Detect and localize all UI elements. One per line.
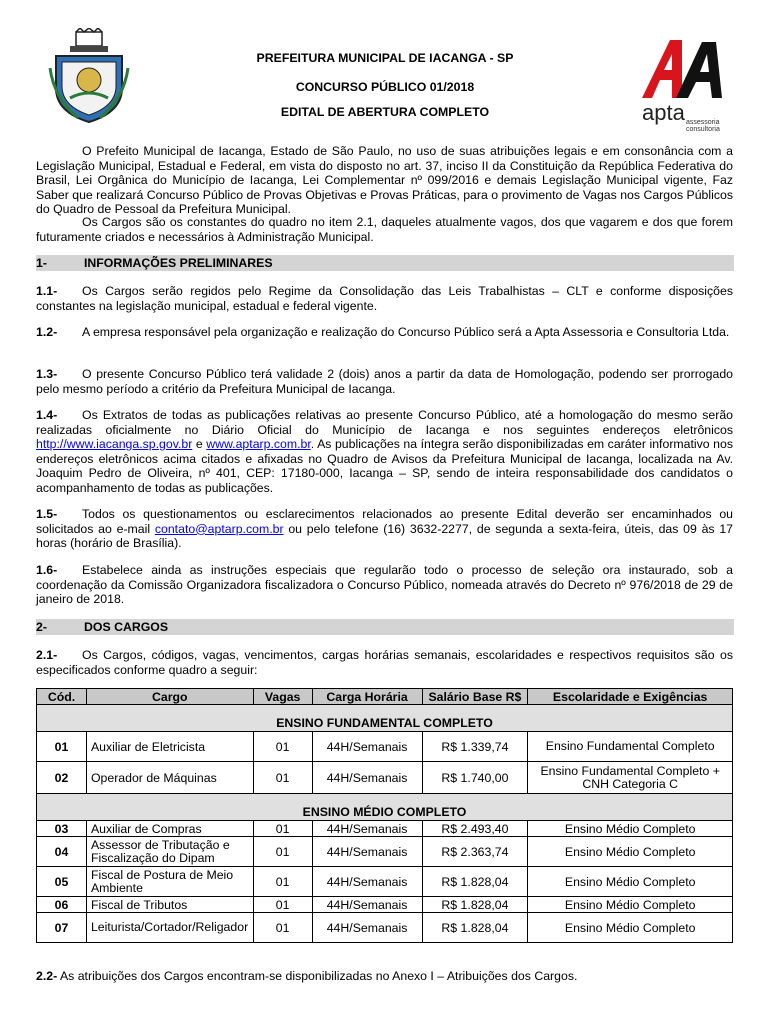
cell-escolaridade: Ensino Médio Completo bbox=[528, 821, 733, 837]
table-row bbox=[37, 821, 733, 837]
header-prefeitura: PREFEITURA MUNICIPAL DE IACANGA - SP bbox=[256, 51, 514, 65]
section-1-title: INFORMAÇÕES PRELIMINARES bbox=[84, 256, 273, 270]
header-vagas: Vagas bbox=[253, 689, 312, 705]
item-1-4 bbox=[36, 408, 733, 496]
cell-salario: R$ 1.828,04 bbox=[422, 897, 528, 913]
cell-escolaridade: Ensino Médio Completo bbox=[528, 867, 733, 897]
cell-vagas: 01 bbox=[253, 867, 312, 897]
item-text: Os Extratos de todas as publicações relativas ao presente Concurso Público, até a homologação do mesmo serão realizadas oficialmente no Diário Oficial do Município de Iacanga e nos seguintes endereços eletrônicos bbox=[36, 408, 733, 437]
cell-escolaridade: Ensino Médio Completo bbox=[528, 913, 733, 943]
table-row bbox=[37, 837, 733, 867]
cell-escolaridade: Ensino Fundamental Completo + CNH Categoria C bbox=[528, 762, 733, 794]
cell-salario: R$ 2.493,40 bbox=[422, 821, 528, 837]
table-row bbox=[37, 762, 733, 794]
header-edital: EDITAL DE ABERTURA COMPLETO bbox=[280, 105, 490, 119]
item-number: 1.2- bbox=[36, 325, 58, 339]
cell-cod: 06 bbox=[37, 897, 87, 913]
item-2-1 bbox=[36, 648, 733, 677]
intro-paragraph-2: Os Cargos são os constantes do quadro no item 2.1, daqueles atualmente vagos, dos que vagarem e dos que forem futuramente criados e necessários à Administração Municipal. bbox=[36, 215, 733, 244]
apta-logo-word: apta bbox=[642, 100, 685, 125]
header-cargo: Cargo bbox=[86, 689, 253, 705]
section-1-number: 1- bbox=[36, 256, 47, 270]
cell-cod: 04 bbox=[37, 837, 87, 867]
cell-cod: 01 bbox=[37, 732, 87, 762]
item-number: 1.4- bbox=[36, 408, 58, 422]
header-cod: Cód. bbox=[37, 689, 87, 705]
table-row bbox=[37, 732, 733, 762]
table-row bbox=[37, 913, 733, 943]
item-text: As atribuições dos Cargos encontram-se disponibilizadas no Anexo I – Atribuições dos Cargos. bbox=[59, 969, 578, 983]
cell-carga: 44H/Semanais bbox=[312, 897, 422, 913]
cell-vagas: 01 bbox=[253, 897, 312, 913]
section-2-title: DOS CARGOS bbox=[84, 620, 169, 634]
cell-carga: 44H/Semanais bbox=[312, 762, 422, 794]
cell-cod: 07 bbox=[37, 913, 87, 943]
table-header-row bbox=[37, 689, 733, 705]
cell-cargo: Fiscal de Tributos bbox=[86, 897, 253, 913]
group-label: ENSINO FUNDAMENTAL COMPLETO bbox=[37, 705, 733, 732]
item-text: A empresa responsável pela organização e realização do Concurso Público será a Apta Assessoria e Consultoria Ltda. bbox=[82, 325, 730, 339]
item-1-1 bbox=[36, 284, 733, 313]
item-2-2 bbox=[36, 969, 733, 984]
item-text-continued: . As publicações na íntegra serão disponibilizadas em caráter informativo nos endereços eletrônicos acima citados e afixadas no Quadro de Avisos da Prefeitura Municipal de Iacanga, localizada na Av. Joaquim Pedro de Oliveira, nº 401, CEP: 17180-000, Iacanga – SP, sendo de inteira responsabilidade dos candidatos o acompanhamento de todas as publicações. bbox=[36, 437, 733, 495]
cell-salario: R$ 2.363,74 bbox=[422, 837, 528, 867]
header-concurso: CONCURSO PÚBLICO 01/2018 bbox=[295, 80, 475, 94]
cell-escolaridade: Ensino Médio Completo bbox=[528, 897, 733, 913]
cell-vagas: 01 bbox=[253, 762, 312, 794]
cell-vagas: 01 bbox=[253, 913, 312, 943]
cell-cargo: Leiturista/Cortador/Religador bbox=[86, 913, 253, 943]
header-carga: Carga Horária bbox=[312, 689, 422, 705]
table-row bbox=[37, 867, 733, 897]
header-escolaridade: Escolaridade e Exigências bbox=[528, 689, 733, 705]
section-2-heading bbox=[36, 619, 734, 635]
cell-vagas: 01 bbox=[253, 821, 312, 837]
link-aptarp[interactable]: www.aptarp.com.br bbox=[206, 437, 311, 452]
cell-vagas: 01 bbox=[253, 732, 312, 762]
group-row-medio bbox=[37, 794, 733, 821]
apta-logo-sub2: consultoria bbox=[686, 126, 720, 132]
cell-carga: 44H/Semanais bbox=[312, 732, 422, 762]
item-number: 1.1- bbox=[36, 284, 58, 298]
item-text: O presente Concurso Público terá validade 2 (dois) anos a partir da data de Homologação, podendo ser prorrogado pelo mesmo período a critério da Prefeitura Municipal de Iacanga. bbox=[36, 367, 733, 396]
item-text-and: e bbox=[195, 437, 203, 452]
cell-cod: 03 bbox=[37, 821, 87, 837]
email-link[interactable]: contato@aptarp.com.br bbox=[154, 521, 284, 536]
group-row-fundamental bbox=[37, 705, 733, 732]
cell-carga: 44H/Semanais bbox=[312, 821, 422, 837]
cell-cod: 02 bbox=[37, 762, 87, 794]
cell-cargo: Fiscal de Postura de Meio Ambiente bbox=[86, 867, 253, 897]
cell-cargo: Assessor de Tributação e Fiscalização do Dipam bbox=[86, 837, 253, 867]
cell-salario: R$ 1.828,04 bbox=[422, 913, 528, 943]
cell-escolaridade: Ensino Fundamental Completo bbox=[528, 732, 733, 762]
cell-carga: 44H/Semanais bbox=[312, 837, 422, 867]
item-text: Os Cargos, códigos, vagas, vencimentos, cargas horárias semanais, escolaridades e respectivos requisitos são os especificados conforme quadro a seguir: bbox=[36, 648, 733, 677]
item-text-continued: ou pelo telefone (16) 3632-2277, de segunda a sexta-feira, úteis, das 09 às 17 horas (horário de Brasília). bbox=[36, 521, 734, 551]
apta-logo-sub1: assessoria bbox=[686, 119, 720, 126]
cell-carga: 44H/Semanais bbox=[312, 867, 422, 897]
cell-cargo: Auxiliar de Compras bbox=[86, 821, 253, 837]
cell-carga: 44H/Semanais bbox=[312, 913, 422, 943]
item-number: 1.5- bbox=[36, 507, 58, 521]
item-number: 1.3- bbox=[36, 367, 58, 381]
header-salario: Salário Base R$ bbox=[422, 689, 528, 705]
cell-salario: R$ 1.339,74 bbox=[422, 732, 528, 762]
cargos-table bbox=[36, 688, 733, 943]
intro-paragraph-1: O Prefeito Municipal de Iacanga, Estado de São Paulo, no uso de suas atribuições legais e em consonância com a Legislação Municipal, Estadual e Federal, em vista do disposto no art. 37, inciso II da Constituição da República Federativa do Brasil, Lei Orgânica do Município de Iacanga, Lei Complementar nº 099/2016 e demais Legislação Municipal vigente, Faz Saber que realizará Concurso Público de Provas Objetivas e Provas Práticas, para o provimento de Vagas nos Cargos Públicos do Quadro de Pessoal da Prefeitura Municipal. bbox=[36, 144, 733, 217]
item-1-3 bbox=[36, 367, 733, 396]
cell-cod: 05 bbox=[37, 867, 87, 897]
item-text: Estabelece ainda as instruções especiais que regularão todo o processo de seleção ora instaurado, sob a coordenação da Comissão Organizadora fiscalizadora o Concurso Público, nomeada através do Decreto nº 976/2018 de 29 de janeiro de 2018. bbox=[36, 563, 733, 607]
item-text: Todos os questionamentos ou esclarecimentos relacionados ao presente Edital deverão ser encaminhados ou solicitados ao e-mail bbox=[36, 507, 733, 536]
item-1-6 bbox=[36, 563, 733, 607]
section-2-number: 2- bbox=[36, 620, 47, 634]
group-label: ENSINO MÉDIO COMPLETO bbox=[37, 794, 733, 821]
link-iacanga[interactable]: http://www.iacanga.sp.gov.br bbox=[36, 437, 193, 452]
item-number: 2.1- bbox=[36, 648, 58, 662]
cell-vagas: 01 bbox=[253, 837, 312, 867]
cell-salario: R$ 1.740,00 bbox=[422, 762, 528, 794]
table-row bbox=[37, 897, 733, 913]
cell-salario: R$ 1.828,04 bbox=[422, 867, 528, 897]
section-1-heading bbox=[36, 255, 734, 271]
item-number: 2.2- bbox=[36, 969, 58, 983]
item-1-5 bbox=[36, 507, 733, 551]
apta-logo bbox=[636, 36, 728, 132]
cell-cargo: Operador de Máquinas bbox=[86, 762, 253, 794]
item-text: Os Cargos serão regidos pelo Regime da Consolidação das Leis Trabalhistas – CLT e conforme disposições constantes na legislação municipal, estadual e federal vigente. bbox=[36, 284, 733, 313]
item-number: 1.6- bbox=[36, 563, 58, 577]
item-1-2 bbox=[36, 325, 733, 340]
cell-cargo: Auxiliar de Eletricista bbox=[86, 732, 253, 762]
cell-escolaridade: Ensino Médio Completo bbox=[528, 837, 733, 867]
